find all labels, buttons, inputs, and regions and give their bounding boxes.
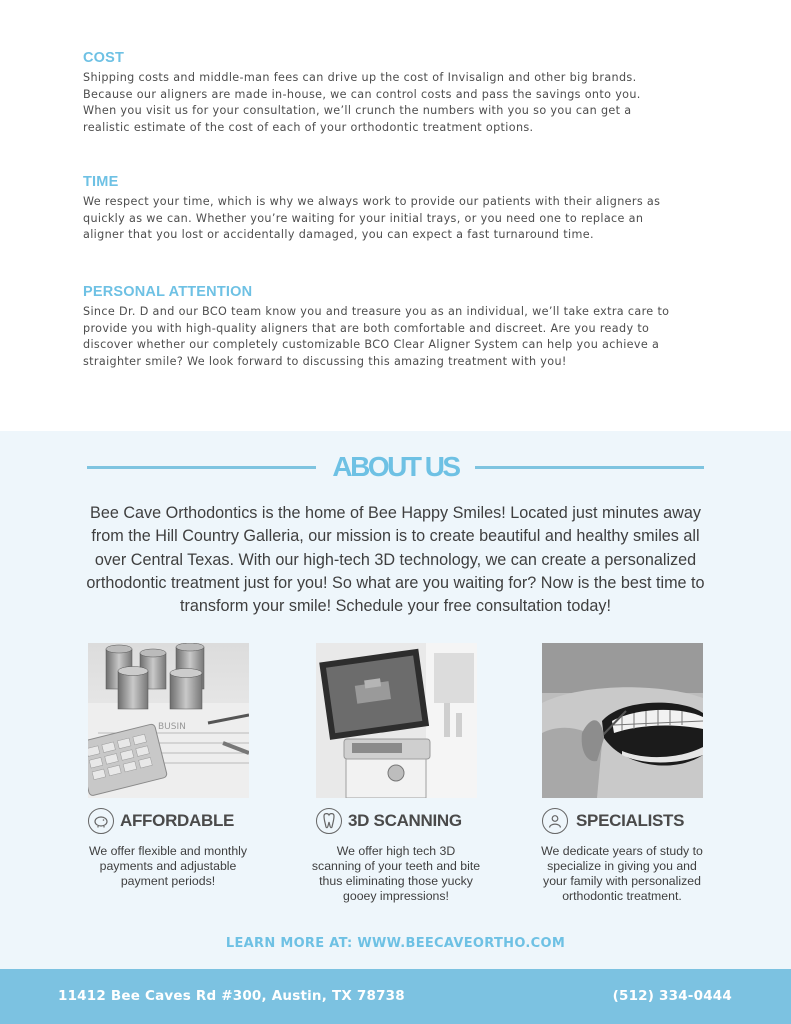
3d-scanning-text: We offer high tech 3D scanning of your teeth and bite thus eliminating those yucky gooey impressions!	[311, 844, 481, 903]
footer	[0, 969, 791, 1024]
time-body: We respect your time, which is why we always work to provide our patients with their aligners as quickly as we can. Whether you’re waiting for your initial trays, or you need one to replace an aligner that you lost or accidentally damaged, you can expect a fast turnaround time.	[83, 195, 661, 242]
about-title: ABOUT US	[332, 451, 459, 482]
specialists-title: SPECIALISTS	[576, 811, 685, 830]
about-rule-right	[475, 466, 704, 469]
coins-calculator-photo	[88, 643, 249, 798]
time-section	[83, 174, 683, 244]
footer-address: 11412 Bee Caves Rd #300, Austin, TX 78738	[58, 988, 405, 1004]
3d-scanning-heading-row	[316, 808, 462, 834]
affordable-text: We offer flexible and monthly payments and adjustable payment periods!	[88, 844, 248, 888]
cost-body: Shipping costs and middle-man fees can drive up the cost of Invisalign and other big brands. Because our aligners are made in-house, we can control costs and pass the savings onto you. When you visit us for your consultation, we’ll crunch the numbers with you so you can get a realistic estimate of the cost of each of your orthodontic treatment options.	[83, 71, 641, 134]
cost-section	[83, 50, 683, 136]
personal-attention-section	[83, 284, 683, 370]
svg-text:BUSIN: BUSIN	[158, 722, 186, 732]
piggy-bank-icon	[88, 808, 114, 834]
personal-attention-body: Since Dr. D and our BCO team know you and treasure you as an individual, we’ll take extra care to provide you with high-quality aligners that are both comfortable and discreet. Are you ready to discover whether our completely customizable BCO Clear Aligner System can help you achieve a straighter smile? We look forward to discussing this amazing treatment with you!	[83, 305, 670, 368]
braces-smile-photo	[542, 643, 703, 798]
3d-scanner-photo	[316, 643, 477, 798]
about-text: Bee Cave Orthodontics is the home of Bee Happy Smiles! Located just minutes away from the Hill Country Galleria, our mission is to create beautiful and healthy smiles all over Central Texas. With our high-tech 3D technology, we can create a personalized orthodontic treatment just for you! So what are you waiting for? Now is the best time to transform your smile! Schedule your free consultation today!	[86, 504, 705, 616]
affordable-title: AFFORDABLE	[120, 811, 235, 830]
personal-attention-heading: PERSONAL ATTENTION	[83, 284, 253, 300]
info-sections	[0, 0, 791, 431]
time-heading: TIME	[83, 174, 119, 190]
person-icon	[542, 808, 568, 834]
learn-more-link[interactable]: LEARN MORE AT: WWW.BEECAVEORTHO.COM	[225, 936, 566, 951]
specialists-heading-row	[542, 808, 684, 834]
3d-scanning-title: 3D SCANNING	[348, 811, 462, 830]
tooth-icon	[316, 808, 342, 834]
cost-heading: COST	[83, 50, 125, 66]
footer-phone[interactable]: (512) 334-0444	[612, 988, 732, 1004]
specialists-text: We dedicate years of study to specialize in giving you and your family with personalized orthodontic treatment.	[541, 844, 703, 903]
about-section	[0, 431, 791, 969]
affordable-heading-row	[88, 808, 234, 834]
